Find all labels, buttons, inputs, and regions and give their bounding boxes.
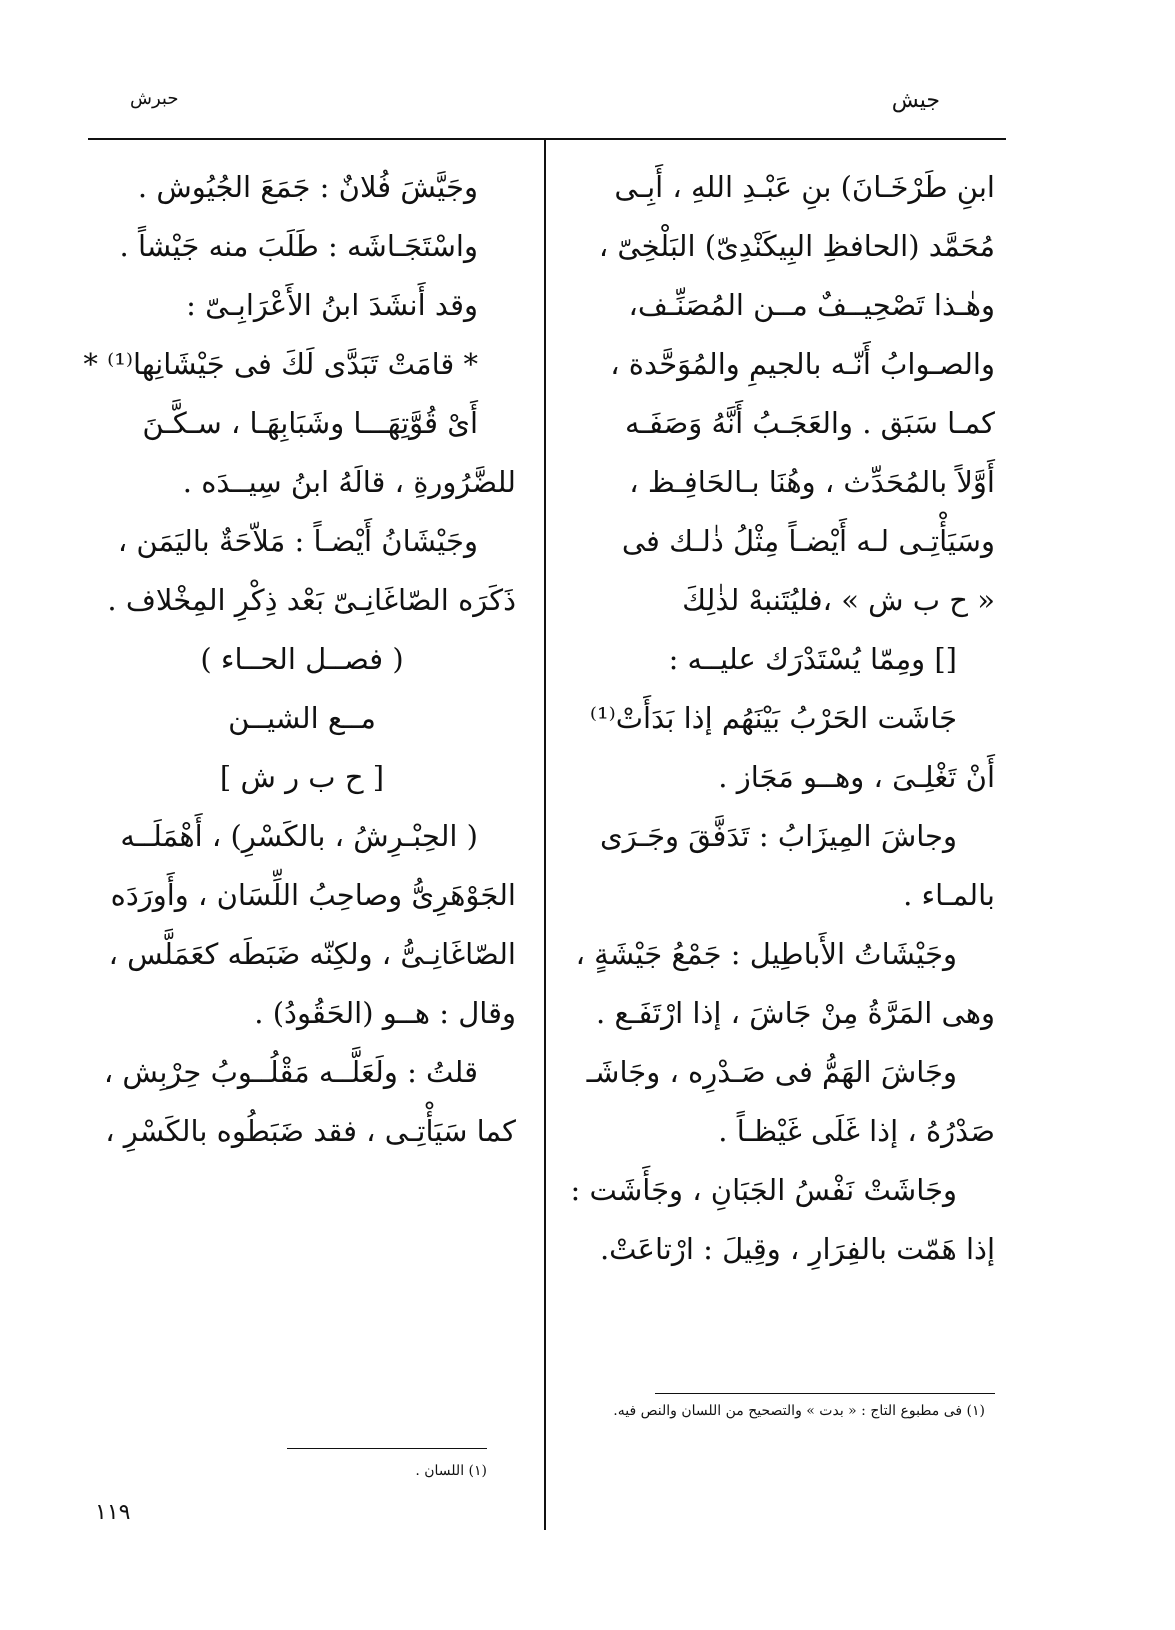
header-rule [88, 138, 1006, 140]
chapter-subheading: مــع الشيــن [228, 701, 376, 735]
footnote-rule-left [287, 1448, 487, 1449]
text-line: « ح ب ش » ،فليُتَنبهْ لذٰلِكَ [682, 583, 995, 617]
running-header-right: جيش [891, 88, 940, 113]
text-line: أَوَّلاً بالمُحَدِّث ، وهُنَا بـالحَافِـظ ، [629, 465, 995, 499]
text-line: قلتُ : ولَعَلَّــه مَقْلُــوبُ حِرْبِش ، [103, 1055, 478, 1089]
footnote-rule-right [655, 1393, 995, 1394]
text-line: وجَاشَ الهَمُّ فى صَـدْرِه ، وجَاشَـ [586, 1055, 957, 1089]
text-line: وسَيَأْتِـى لـه أَيْضـاً مِثْلُ ذٰلـك فى [621, 524, 995, 558]
text-line: واسْتَجَـاشَه : طَلَبَ منه جَيْشاً . [119, 229, 478, 263]
text-line: أَنْ تَغْلِـىَ ، وهــو مَجَاز . [718, 760, 995, 794]
left-column [83, 158, 516, 1161]
footnote-right: (١) فى مطبوع التاج : « بدت » والتصحيح من اللسان والنص فيه. [613, 1403, 985, 1419]
text-line: كمـا سَبَق . والعَجَـبُ أَنَّهُ وَصَفَـه [624, 406, 995, 440]
verse-line: * قامَتْ تَبَدَّى لَكَ فى جَيْشَانِها⁽¹⁾ * [83, 347, 478, 381]
text-line: للضَّرُورةِ ، قالَهُ ابنُ سِيــدَه . [182, 465, 516, 499]
chapter-heading: ( فصــل الحــاء ) [200, 642, 404, 676]
text-line: وهى المَرَّةُ مِنْ جَاشَ ، إذا ارْتَفَـع . [596, 996, 995, 1030]
footnote-left: (١) اللسان . [415, 1463, 487, 1479]
text-line: وجَيَّشَ فُلانٌ : جَمَعَ الجُيُوش . [137, 170, 478, 204]
text-line: الصّاغَانِـىُّ ، ولكِنّه ضَبَطَه كعَمَلَّس ، [108, 937, 516, 971]
text-line: والصـوابُ أَنّـه بالجيمِ والمُوَحَّدة ، [610, 347, 995, 381]
text-line: ابنِ طَرْخَـانَ) بنِ عَبْـدِ اللهِ ، أَبِـى [614, 170, 995, 204]
text-line: وجَيْشَاتُ الأَباطِيل : جَمْعُ جَيْشَةٍ ، [575, 937, 957, 971]
column-divider [544, 140, 546, 1530]
text-line: الجَوْهَرِىُّ وصاحِبُ اللِّسَان ، وأَورَدَه [110, 878, 516, 912]
text-line: بالمـاء . [903, 878, 995, 912]
running-header-left: حبرش [130, 88, 179, 109]
entry-root-heading: [ ح ب ر ش ] [219, 760, 385, 794]
text-line: صَدْرُهُ ، إذا غَلَى غَيْظـاً . [718, 1114, 995, 1148]
text-line: كما سَيَأْتِـى ، فقد ضَبَطُوه بالكَسْرِ ، [105, 1114, 516, 1148]
text-line: وجاشَ المِيزَابُ : تَدَفَّقَ وجَـرَى [599, 819, 957, 853]
section-marker-line: [] ومِمّا يُسْتَدْرَك عليــه : [668, 642, 957, 676]
text-line: وجَيْشَانُ أَيْضـاً : مَلاّحَةٌ باليَمَن ، [117, 524, 478, 558]
right-column [570, 158, 995, 1279]
text-line: وقال : هــو (الحَقُودُ) . [254, 996, 516, 1030]
text-line: إذا هَمّت بالفِرَارِ ، وقِيلَ : ارْتاعَتْ. [599, 1232, 995, 1266]
text-line: ( الحِبْـرِشُ ، بالكَسْرِ) ، أَهْمَلَــه [120, 819, 478, 853]
text-line: وجَاشَتْ نَفْسُ الجَبَانِ ، وجَأَشَت : [570, 1173, 957, 1207]
text-line: مُحَمَّد (الحافظِ البِيكَنْدِىّ) البَلْخِىّ ، [598, 229, 995, 263]
text-line: وقد أَنشَدَ ابنُ الأَعْرَابِـىّ : [186, 288, 478, 322]
text-line: وهٰـذا تَصْحِيــفٌ مــن المُصَنِّـف، [628, 288, 995, 322]
text-line: جَاشَت الحَرْبُ بَيْنَهُم إذا بَدَأَتْ⁽¹⁾ [589, 701, 957, 735]
text-line: ذَكَرَه الصّاغَانِـىّ بَعْد ذِكْرِ المِخْلاف . [107, 583, 516, 617]
page-number: ١١٩ [95, 1500, 131, 1525]
text-line: أَىْ قُوَّتِهَـــا وشَبَابِهَـا ، سـكَّـنَ [142, 406, 478, 440]
